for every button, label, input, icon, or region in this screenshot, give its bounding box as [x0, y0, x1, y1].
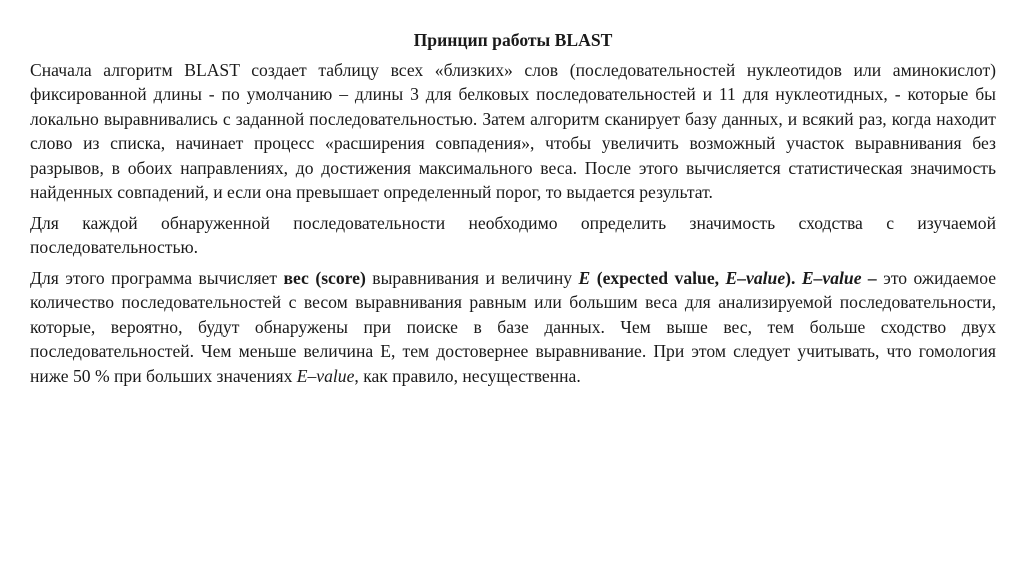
text-span: Для этого программа вычисляет	[30, 267, 284, 288]
paragraph-score-evalue	[30, 266, 996, 389]
expected-value-term: (expected value, E–value).	[590, 267, 802, 288]
evalue-italic: E–value	[296, 365, 355, 386]
e-term: E	[578, 267, 591, 288]
text-span: , как правило, несущественна.	[354, 365, 581, 386]
paragraph-significance: Для каждой обнаруженной последовательности необходимо определить значимость сходства с изучаемой последовательностью.	[30, 212, 996, 257]
document-page	[30, 28, 996, 394]
score-term: вес (score)	[283, 267, 366, 288]
paragraph-blast-algorithm: Сначала алгоритм BLAST создает таблицу всех «близких» слов (последовательностей нуклеотидов или аминокислот) фиксированной длины - по умолчанию – длины 3 для белковых последовательностей и 11 для нуклеотидных, - которые бы локально выравнивались с заданной последовательностью. Затем алгоритм сканирует базу данных, и всякий раз, когда находит слово из списка, начинает процесс «расширения совпадения», чтобы увеличить возможный участок выравнивания без разрывов, в обоих направлениях, до достижения максимального веса. После этого вычисляется статистическая значимость найденных совпадений, и если она превышает определенный порог, то выдается результат.	[30, 59, 996, 202]
evalue-term: E–value –	[801, 267, 877, 288]
text-span: это ожидаемое количество последовательностей с весом выравнивания равным или большим веса для анализируемой последовательности, которые, вероятно, будут обнаружены при поиске в базе данных. Чем выше вес, тем больше сходство двух последовательностей. Чем меньше величина Е, тем достовернее выравнивание. При этом следует учитывать, что гомология ниже 50 % при больших значениях	[30, 267, 997, 386]
page-title: Принцип работы BLAST	[413, 30, 613, 50]
text-span: выравнивания и величину	[365, 267, 579, 288]
